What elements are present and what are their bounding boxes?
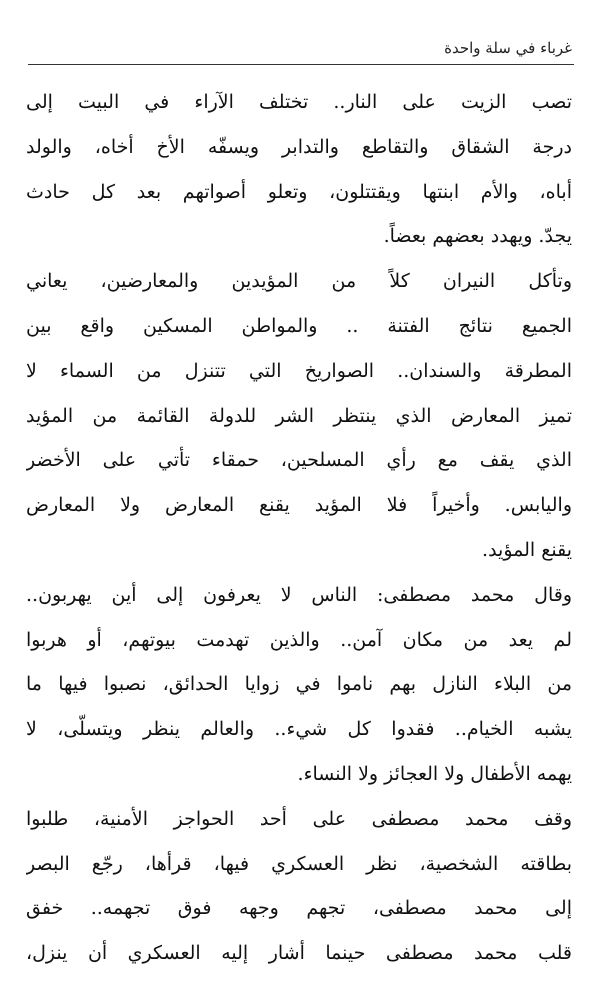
text-line: يهمه الأطفال ولا العجائز ولا النساء. xyxy=(297,762,572,785)
text-line: لم يعد من مكان آمن.. والذين تهدمت بيوتهم، أو هربوا xyxy=(26,628,572,651)
text-line: وتأكل النيران كلاً من المؤيدين والمعارضين، يعاني xyxy=(26,270,572,293)
text-line: الذي يقف مع رأي المسلحين، حمقاء تأتي على الأخضر xyxy=(26,449,572,472)
running-header: غرباء في سلة واحدة xyxy=(444,39,572,57)
text-line: الجميع نتائج الفتنة .. والمواطن المسكين واقع بين xyxy=(26,314,572,337)
body-text xyxy=(26,80,572,976)
text-line: أباه، والأم ابنتها ويقتتلون، وتعلو أصواتهم بعد كل حادث xyxy=(26,180,572,203)
text-line: يجدّ. ويهدد بعضهم بعضاً. xyxy=(383,225,572,248)
text-line: درجة الشقاق والتقاطع والتدابر ويسفّه الأخ أخاه، والولد xyxy=(26,135,572,158)
text-line: وقال محمد مصطفى: الناس لا يعرفون إلى أين يهربون.. xyxy=(26,583,572,606)
text-line: من البلاء النازل بهم ناموا في زوايا الحدائق، نصبوا فيها ما xyxy=(26,673,572,696)
text-line: يشبه الخيام.. فقدوا كل شيء.. والعالم ينظر ويتسلّى، لا xyxy=(26,718,572,741)
text-line: تميز المعارض الذي ينتظر الشر للدولة القائمة من المؤيد xyxy=(26,404,572,427)
text-line: المطرقة والسندان.. الصواريخ التي تتنزل من السماء لا xyxy=(26,359,572,382)
text-line: تصب الزيت على النار.. تختلف الآراء في البيت إلى xyxy=(26,91,572,113)
text-line: بطاقته الشخصية، نظر العسكري فيها، قرأها، رجّع البصر xyxy=(26,852,572,875)
header-divider xyxy=(28,64,574,65)
text-line: قلب محمد مصطفى حينما أشار إليه العسكري أن ينزل، xyxy=(26,942,572,965)
text-line: واليابس. وأخيراً فلا المؤيد يقنع المعارض ولا المعارض xyxy=(26,494,572,517)
text-line: وقف محمد مصطفى على أحد الحواجز الأمنية، طلبوا xyxy=(26,807,572,830)
text-line: إلى محمد مصطفى، تجهم وجهه فوق تجهمه.. خفق xyxy=(26,897,572,920)
text-line: يقنع المؤيد. xyxy=(482,538,572,561)
